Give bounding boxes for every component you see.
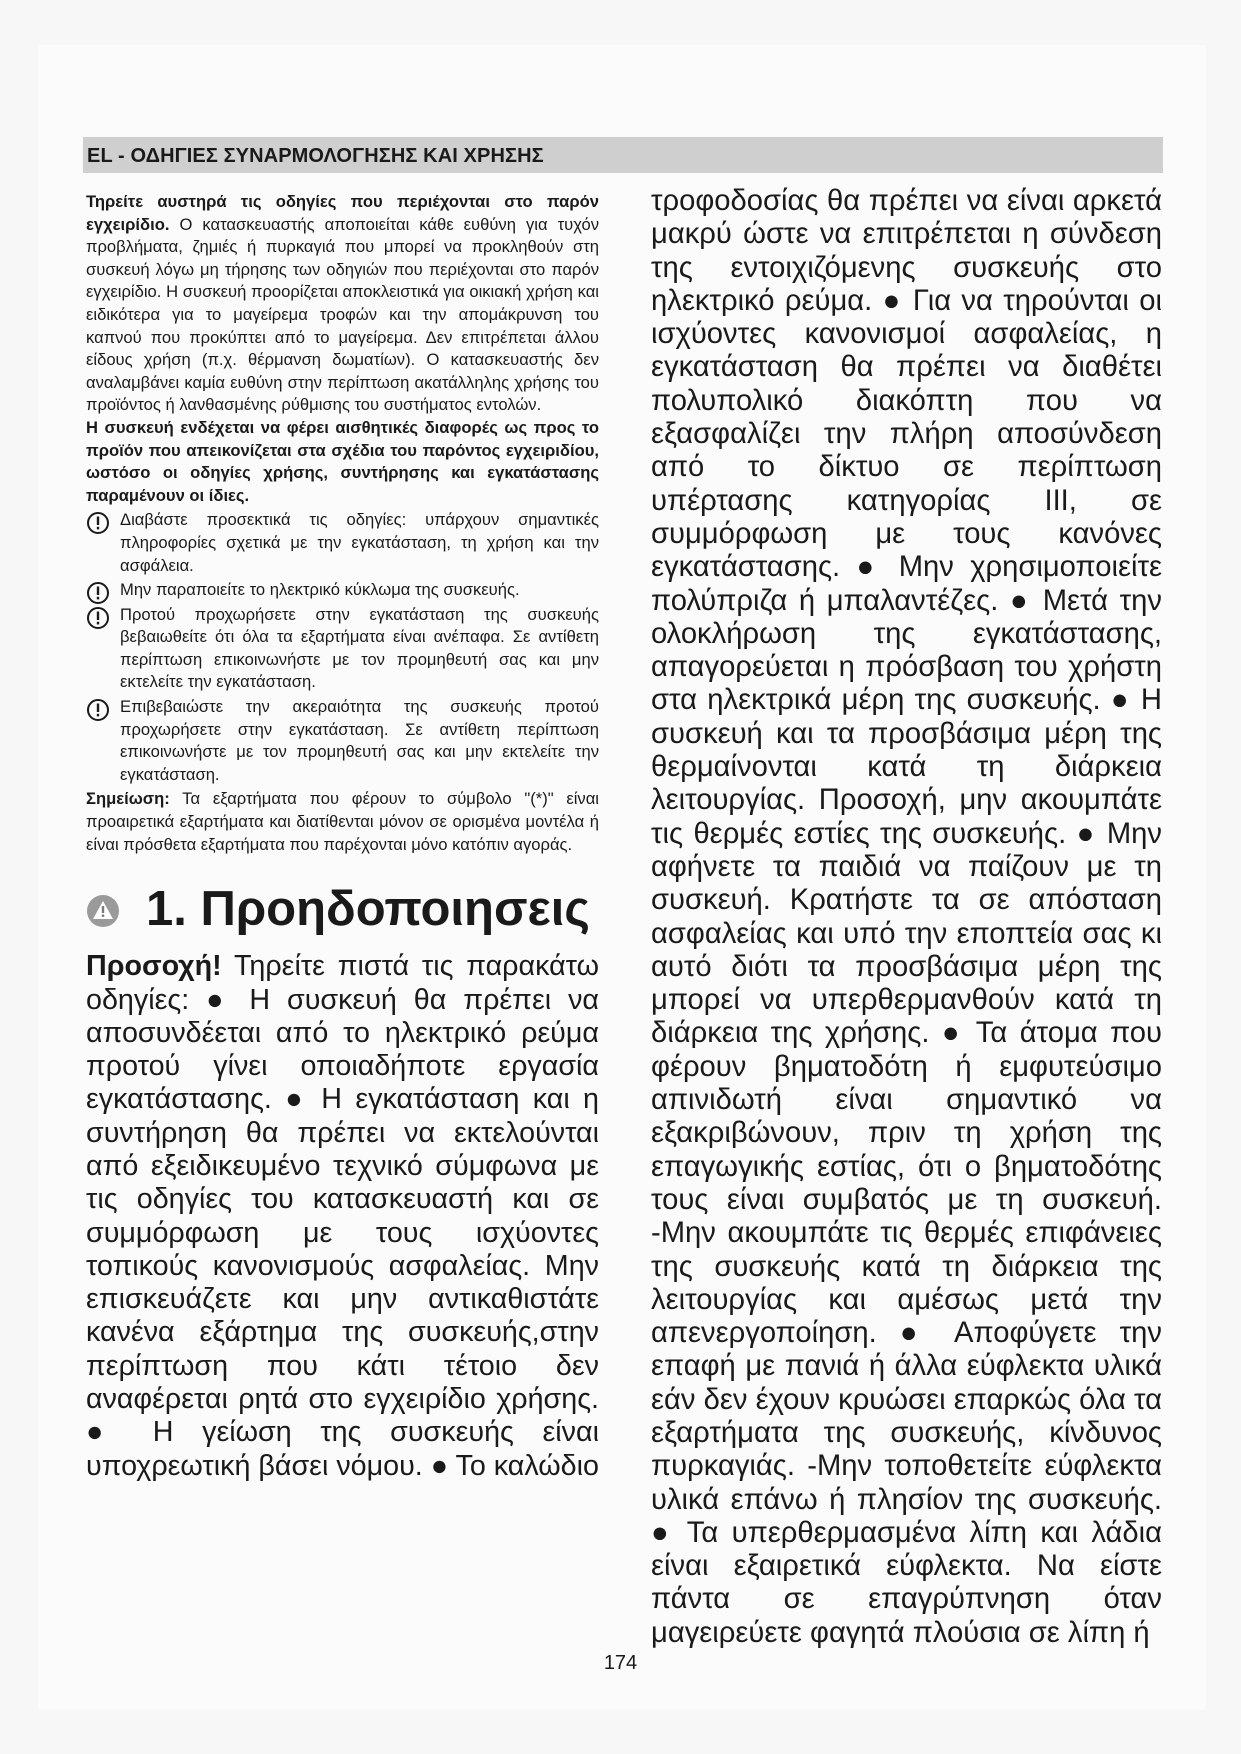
warning-text: Επιβεβαιώστε την ακεραιότητα της συσκευής προτού προχωρήσετε στην εγκατάσταση. Σε αντίθετη περίπτωση επικοινωνήστε με τον προμηθευτή σας και μην εκτελείτε την εγκατάσταση. [120, 697, 599, 784]
warning-text: Προτού προχωρήσετε στην εγκατάσταση της συσκευής βεβαιωθείτε ότι όλα τα εξαρτήματα είναι ανέπαφα. Σε αντίθετη περίπτωση επικοινωνήστε με τον προμηθευτή σας και μην εκτελείτε την εγκατάσταση. [120, 604, 599, 692]
intro-bold-lead: Τηρείτε αυστηρά τις οδηγίες που περιέχονται στο παρόν εγχειρίδιο. [86, 192, 599, 234]
section-body-right: τροφοδοσίας θα πρέπει να είναι αρκετά μακρύ ώστε να επιτρέπεται η σύνδεση της εντοιχιζόμενης συσκευής στο ηλεκτρικό ρεύμα. ● Για να τηρούνται οι ισχύοντες κανονισμοί ασφαλείας, η εγκατάσταση θα πρέπει να διαθέτει πολυπολικό διακόπτη που να εξασφαλίζει την πλήρη αποσύνδεση από το δίκτυο σε περίπτωση υπέρτασης κατηγορίας III, σε συμμόρφωση με τους κανόνες εγκατάστασης. ● Μην χρησιμοποιείτε πολύπριζα ή μπαλαντέζες. ● Μετά την ολοκλήρωση της εγκατάστασης, απαγορεύεται η πρόσβαση του χρήστη στα ηλεκτρικά μέρη της συσκευής. ● Η συσκευή και τα προσβάσιμα μέρη της θερμαίνονται κατά τη διάρκεια λειτουργίας. Προσοχή, μην ακουμπάτε τις θερμές εστίες της συσκευής. ● Μην αφήνετε τα παιδιά να παίζουν με τη συσκευή. Κρατήστε τα σε απόσταση ασφαλείας και υπό την εποπτεία σας κι αυτό διότι τα προσβάσιμα μέρη της μπορεί να υπερθερμανθούν κατά τη διάρκεια της χρήσης. ● Τα άτομα που φέρουν βηματοδότη ή εμφυτεύσιμο απινιδωτή είναι σημαντικό να εξακριβώνουν, πριν τη χρήση της επαγωγικής εστίας, ότι ο βηματοδότης τους είναι συμβατός με τη συσκευή. -Μην ακουμπάτε τις θερμές επιφάνειες της συσκευής κατά τη διάρκεια της λειτουργίας και αμέσως μετά την απενεργοποίηση. ● Αποφύγετε την επαφή με πανιά ή άλλα εύφλεκτα υλικά εάν δεν έχουν κρυώσει επαρκώς όλα τα εξαρτήματα της συσκευής, κίνδυνος πυρκαγιάς. -Μην τοποθετείτε εύφλεκτα υλικά επάνω ή πλησίον της συσκευής. ● Τα υπερθερμασμένα λίπη και λάδια είναι εξαιρετικά εύφλεκτα. Να είστε πάντα σε επαγρύπνηση όταν μαγειρεύετε φαγητά πλούσια σε λίπη ή [651, 185, 1162, 1649]
warning-item [86, 604, 599, 694]
note-label: Σημείωση: [86, 789, 170, 809]
section-lead: Προσοχή! [86, 950, 222, 983]
warning-item [86, 696, 599, 786]
warning-triangle-icon [86, 894, 120, 928]
warning-text: Διαβάστε προσεκτικά τις οδηγίες: υπάρχουν σημαντικές πληροφορίες σχετικά με την εγκατάσταση, τη χρήση και την ασφάλεια. [120, 510, 599, 575]
right-column [651, 185, 1162, 1650]
exclamation-circle-icon [86, 606, 110, 630]
note-text: Τα εξαρτήματα που φέρουν το σύμβολο "(*)" είναι προαιρετικά εξαρτήματα και διατίθενται μόνον σε ορισμένα μοντέλα ή είναι πρόσθετα εξαρτήματα που παρέχονται μόνο κατόπιν αγοράς. [86, 789, 599, 854]
exclamation-circle-icon [86, 581, 110, 605]
left-column [86, 191, 599, 1483]
intro-text: Ο κατασκευαστής αποποιείται κάθε ευθύνη για τυχόν προβλήματα, ζημιές ή πυρκαγιά που μπορεί να προκληθούν στη συσκευή λόγω μη τήρησης των οδηγιών που περιέχονται στο παρόν εγχειρίδιο. Η συσκευή προορίζεται αποκλειστικά για οικιακή χρήση και ειδικότερα για το μαγείρεμα τροφών και την απομάκρυνση του καπνού που προκύπτει από το μαγείρεμα. Δεν επιτρέπεται άλλου είδους χρήση (π.χ. θέρμανση δωματίων). Ο κατασκευαστής δεν αναλαμβάνει καμία ευθύνη στην περίπτωση ακατάλληλης χρήσης του προϊόντος ή λανθασμένης ρύθμισης του συστήματος εντολών. [86, 214, 599, 415]
warning-item [86, 579, 599, 602]
exclamation-circle-icon [86, 698, 110, 722]
page-number: 174 [603, 1652, 638, 1674]
exclamation-circle-icon [86, 511, 110, 535]
section-left-text: Τηρείτε πιστά τις παρακάτω οδηγίες: ● Η συσκευή θα πρέπει να αποσυνδέεται από το ηλεκτρικό ρεύμα προτού γίνει οποιαδήποτε εργασία εγκατάστασης. ● Η εγκατάσταση και η συντήρηση θα πρέπει να εκτελούνται από εξειδικευμένο τεχνικό σύμφωνα με τις οδηγίες του κατασκευαστή και σε συμμόρφωση με τους ισχύοντες τοπικούς κανονισμούς ασφαλείας. Μην επισκευάζετε και μην αντικαθιστάτε κανένα εξάρτημα της συσκευής,στην περίπτωση που κάτι τέτοιο δεν αναφέρεται ρητά στο εγχειρίδιο χρήσης. ● Η γείωση της συσκευής είναι υποχρεωτική βάσει νόμου. ● Το καλώδιο [86, 950, 599, 1482]
warning-item [86, 509, 599, 577]
section-title: 1. Προηδοποιησεις [146, 882, 590, 937]
intro-paragraph [86, 191, 599, 417]
intro-bold-note: Η συσκευή ενδέχεται να φέρει αισθητικές διαφορές ως προς το προϊόν που απεικονίζεται στα σχέδια του παρόντος εγχειριδίου, ωστόσο οι οδηγίες χρήσης, συντήρησης και εγκατάστασης παραμένουν οι ίδιες. [86, 417, 599, 505]
intro-block [86, 191, 599, 856]
page-header-title: EL - ΟΔΗΓΙΕΣ ΣΥΝΑΡΜΟΛΟΓΗΣΗΣ ΚΑΙ ΧΡΗΣΗΣ [87, 145, 544, 167]
warning-text: Μην παραποιείτε το ηλεκτρικό κύκλωμα της συσκευής. [120, 580, 520, 600]
note-paragraph [86, 788, 599, 856]
section-body-left [86, 950, 599, 1483]
section-heading [86, 880, 599, 940]
